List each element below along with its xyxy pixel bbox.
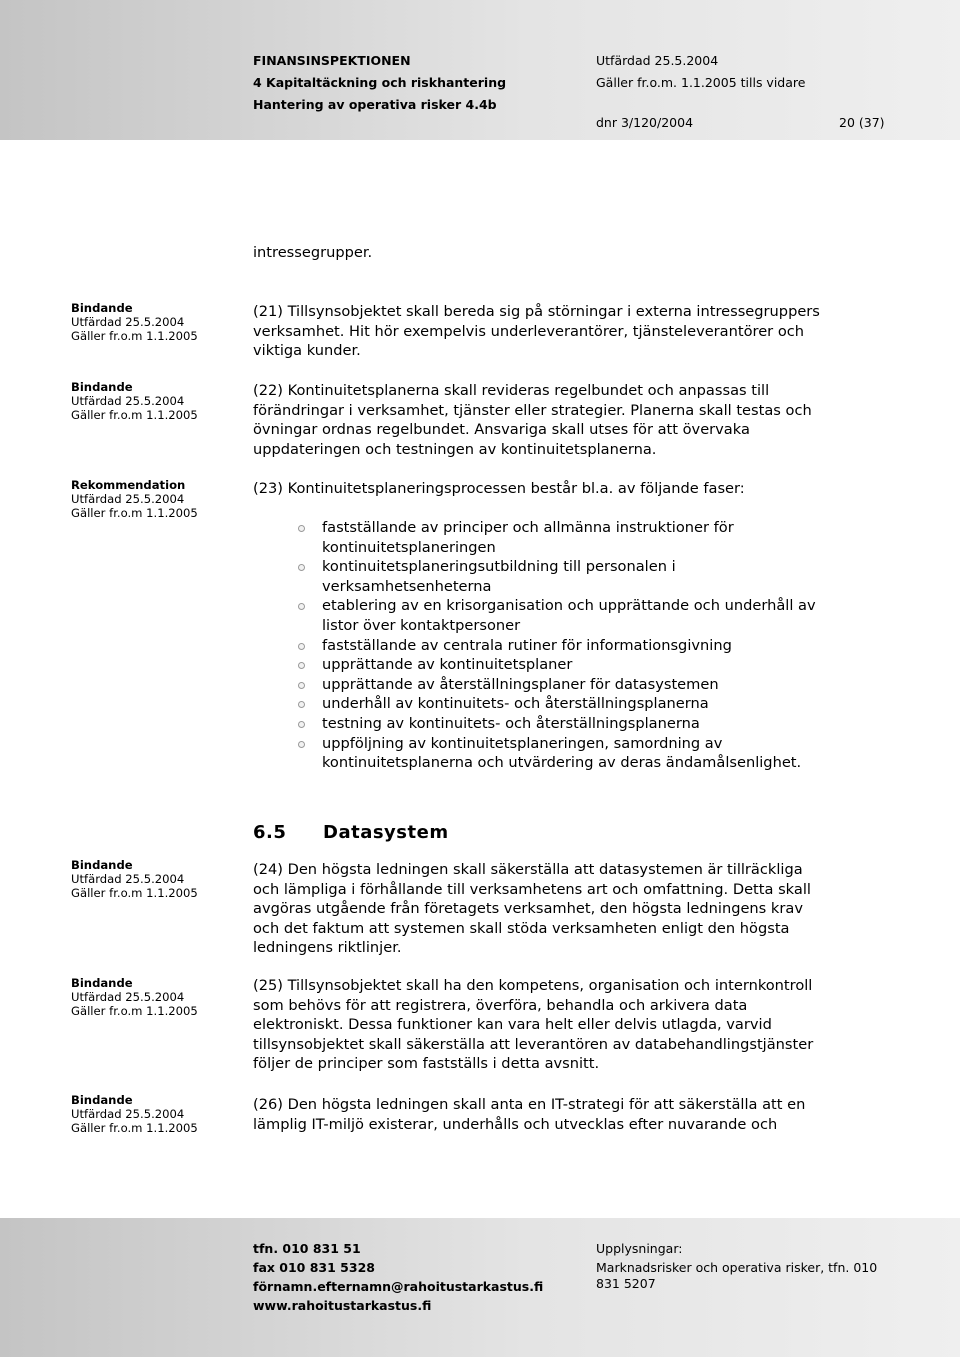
text-line: (23) Kontinuitetsplaneringsprocessen består bl.a. av följande faser: [253,480,745,497]
bullet-icon [298,525,305,532]
sidebar-valid: Gäller fr.o.m 1.1.2005 [71,506,198,520]
sidebar-valid: Gäller fr.o.m 1.1.2005 [71,1004,198,1018]
text-line: förändringar i verksamhet, tjänster eller strategier. Planerna skall testas och [253,401,812,419]
section-title: Datasystem [323,822,449,843]
text-line: (21) Tillsynsobjektet skall bereda sig på störningar i externa intressegruppers [253,303,820,320]
sidebar-valid: Gäller fr.o.m 1.1.2005 [71,886,198,900]
header-section: Hantering av operativa risker 4.4b [253,97,497,112]
sidebar-label-21 [71,301,198,343]
text-line: fastställande av principer och allmänna instruktioner för [322,519,734,536]
sidebar-type: Bindande [71,380,133,394]
paragraph-25 [253,976,893,1074]
text-line: uppdateringen och testningen av kontinuitetsplanerna. [253,440,657,458]
footer-info-line: Marknadsrisker och operativa risker, tfn. 010 [596,1260,878,1275]
sidebar-issued: Utfärdad 25.5.2004 [71,315,185,329]
footer-info-label: Upplysningar: [596,1241,683,1256]
bullet-icon [298,643,305,650]
sidebar-issued: Utfärdad 25.5.2004 [71,394,185,408]
bullet-icon [298,701,305,708]
section-number: 6.5 [253,822,287,843]
sidebar-issued: Utfärdad 25.5.2004 [71,492,185,506]
paragraph-23 [253,479,893,499]
sidebar-type: Rekommendation [71,478,186,492]
list-item [253,734,816,773]
text-line: kontinuitetsplaneringsutbildning till personalen i [322,558,676,576]
header-chapter: 4 Kapitaltäckning och riskhantering [253,75,507,90]
sidebar-issued: Utfärdad 25.5.2004 [71,1107,185,1121]
header-dnr: dnr 3/120/2004 [596,115,694,130]
text-line: viktiga kunder. [253,342,361,360]
list-item [253,694,816,714]
bullet-icon [298,682,305,689]
paragraph-21 [253,302,893,361]
text-line: underhåll av kontinuitets- och återställningsplanerna [322,695,709,713]
text-line: tillsynsobjektet skall säkerställa att leverantören av databehandlingstjänster [253,1035,814,1053]
footer-email[interactable]: förnamn.efternamn@rahoitustarkastus.fi [253,1279,544,1294]
text-line: listor över kontaktpersoner [322,616,521,634]
text-line: lämplig IT-miljö existerar, underhålls och utvecklas efter nuvarande och [253,1115,778,1133]
phase-list [253,518,816,773]
text-line: ledningens riktlinjer. [253,939,402,957]
bullet-icon [298,721,305,728]
footer-website[interactable]: www.rahoitustarkastus.fi [253,1298,432,1313]
list-item [253,636,816,656]
sidebar-type: Bindande [71,1093,133,1107]
sidebar-issued: Utfärdad 25.5.2004 [71,990,185,1004]
sidebar-valid: Gäller fr.o.m 1.1.2005 [71,329,198,343]
sidebar-type: Bindande [71,858,133,872]
text-line: upprättande av återställningsplaner för datasystemen [322,675,719,693]
sidebar-type: Bindande [71,976,133,990]
text-line: och lämpliga i förhållande till verksamhetens art och omfattning. Detta skall [253,880,811,898]
sidebar-label-24 [71,858,198,900]
bullet-icon [298,741,305,748]
header-org: FINANSINSPEKTIONEN [253,53,411,68]
bullet-icon [298,662,305,669]
footer-info-line: 831 5207 [596,1276,656,1291]
text-line: (24) Den högsta ledningen skall säkerställa att datasystemen är tillräckliga [253,861,803,878]
paragraph-24 [253,860,893,958]
intro-text: intressegrupper. [253,244,373,261]
text-line: avgöras utgående från företagets verksamhet, den högsta ledningens krav [253,900,803,918]
sidebar-valid: Gäller fr.o.m 1.1.2005 [71,1121,198,1135]
list-item [253,655,816,675]
section-heading [253,822,449,843]
list-item [253,714,816,734]
bullet-icon [298,564,305,571]
paragraph-22 [253,381,893,459]
sidebar-label-25 [71,976,198,1018]
text-line: upprättande av kontinuitetsplaner [322,656,573,674]
text-line: (22) Kontinuitetsplanerna skall revideras regelbundet och anpassas till [253,382,770,399]
bullet-icon [298,603,305,610]
sidebar-label-23 [71,478,198,520]
text-line: kontinuitetsplaneringen [322,538,496,556]
text-line: övningar ordnas regelbundet. Ansvariga skall utses för att övervaka [253,421,750,439]
text-line: (25) Tillsynsobjektet skall ha den kompetens, organisation och internkontroll [253,977,813,994]
text-line: som behövs för att registrera, överföra, behandla och arkivera data [253,996,748,1014]
header-valid: Gäller fr.o.m. 1.1.2005 tills vidare [596,75,806,90]
text-line: verksamhet. Hit hör exempelvis underleverantörer, tjänsteleverantörer och [253,322,805,340]
list-item [253,557,816,596]
header-page-number: 20 (37) [839,115,885,130]
footer-fax: fax 010 831 5328 [253,1260,375,1275]
text-line: testning av kontinuitets- och återställningsplanerna [322,714,700,732]
list-item [253,596,816,635]
sidebar-label-26 [71,1093,198,1135]
text-line: (26) Den högsta ledningen skall anta en IT-strategi för att säkerställa att en [253,1096,806,1113]
sidebar-label-22 [71,380,198,422]
text-line: etablering av en krisorganisation och upprättande och underhåll av [322,597,816,615]
sidebar-issued: Utfärdad 25.5.2004 [71,872,185,886]
text-line: kontinuitetsplanerna och utvärdering av deras ändamålsenlighet. [322,754,802,772]
page-footer [0,1218,960,1357]
text-line: uppföljning av kontinuitetsplaneringen, samordning av [322,734,723,752]
paragraph-26 [253,1095,893,1134]
page-header [0,0,960,140]
list-item [253,518,816,557]
text-line: och det faktum att systemen skall stöda verksamheten enligt den högsta [253,919,790,937]
text-line: verksamhetsenheterna [322,577,492,595]
header-issued: Utfärdad 25.5.2004 [596,53,719,68]
text-line: följer de principer som fastställs i detta avsnitt. [253,1055,600,1073]
text-line: fastställande av centrala rutiner för informationsgivning [322,636,732,654]
list-item [253,675,816,695]
text-line: elektroniskt. Dessa funktioner kan vara helt eller delvis utlagda, varvid [253,1016,772,1034]
footer-phone: tfn. 010 831 51 [253,1241,361,1256]
sidebar-type: Bindande [71,301,133,315]
sidebar-valid: Gäller fr.o.m 1.1.2005 [71,408,198,422]
